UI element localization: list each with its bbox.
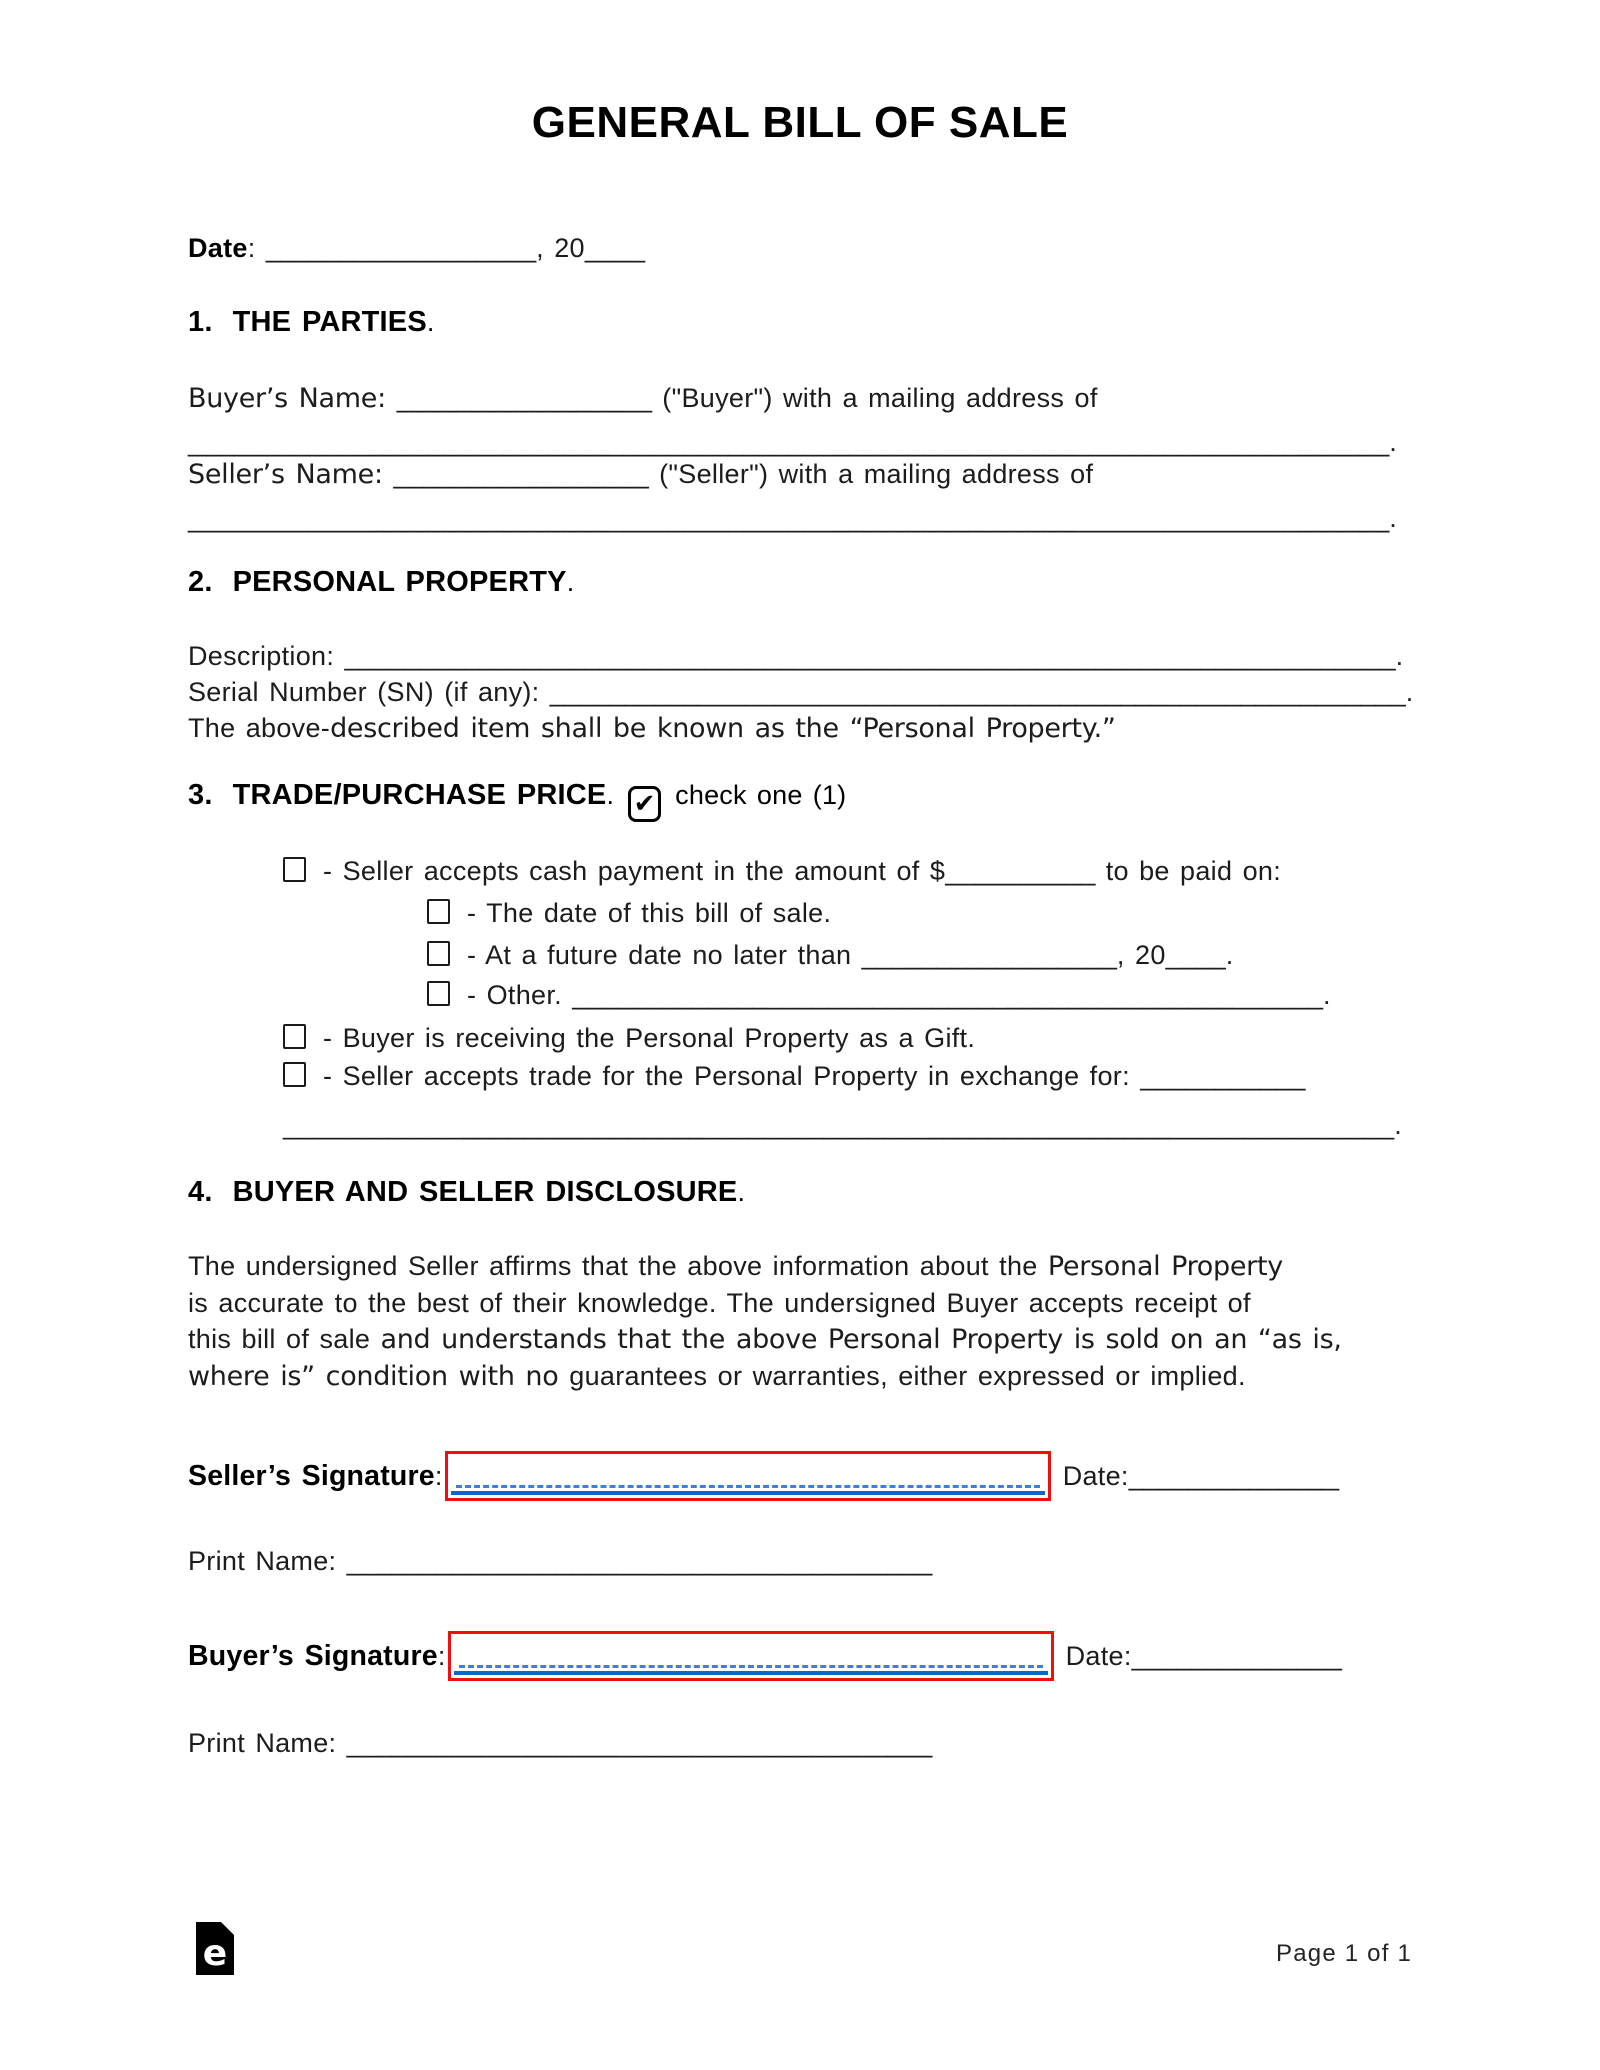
section-4-heading — [188, 1176, 745, 1209]
buyer-print-name-line — [188, 1728, 932, 1759]
signature-solid-line — [451, 1491, 1045, 1495]
seller-signature-field[interactable] — [445, 1451, 1051, 1501]
date-mid: , 20 — [536, 233, 585, 263]
cash-text: - Seller accepts cash payment in the amount of $ — [323, 856, 946, 886]
checkbox-trade-row — [283, 1061, 1305, 1092]
buyer-name-rest: ("Buyer") with a mailing address of — [651, 383, 1098, 413]
seller-address-blank: ________________________________________________________________________________. — [188, 503, 1397, 533]
section-title: THE PARTIES — [232, 306, 427, 338]
print-name-blank: _______________________________________ — [346, 1546, 933, 1576]
seller-signature-label: Seller’s Signature — [188, 1459, 435, 1492]
checkbox-date-of-sale-row — [427, 898, 831, 929]
buyer-name-label: Buyer’s Name: — [188, 383, 397, 414]
seller-name-line — [188, 459, 1093, 490]
disclosure-text: is accurate to the best of their knowledge. The undersigned Buyer accepts receipt of — [188, 1288, 1251, 1318]
date-line — [188, 233, 645, 264]
disclosure-line-4 — [188, 1358, 1342, 1395]
future-date-blank: _________________ — [861, 940, 1117, 970]
future-date-text: - At a future date no later than — [467, 940, 862, 970]
future-date-year-blank: ____ — [1165, 940, 1226, 970]
buyer-signature-row — [188, 1630, 1342, 1682]
date-colon: : — [247, 233, 266, 263]
logo-letter: e — [202, 1933, 228, 1974]
buyer-signature-field[interactable] — [448, 1631, 1054, 1681]
section-title: TRADE/PURCHASE PRICE — [232, 779, 607, 811]
checkbox-future-date-row — [427, 940, 1234, 971]
signature-dashed-line — [459, 1665, 1043, 1668]
buyer-signature-colon: : — [437, 1640, 446, 1671]
section-1-heading — [188, 306, 435, 339]
section-3-heading — [188, 779, 846, 822]
disclosure-text: guarantees or warranties, either expressed or implied. — [569, 1361, 1246, 1391]
trade-continuation-line — [283, 1110, 1402, 1141]
checkbox-icon[interactable] — [283, 857, 306, 882]
signature-solid-line — [454, 1671, 1048, 1675]
checkmark-glyph: ✔ — [633, 789, 656, 819]
trade-continuation-blank: __________________________________________________________________________. — [283, 1110, 1402, 1140]
seller-name-label: Seller’s Name: — [188, 459, 394, 490]
buyer-name-blank: _________________ — [396, 383, 652, 413]
buyer-signature-label: Buyer’s Signature — [188, 1639, 438, 1672]
section-number: 3. — [188, 779, 213, 811]
checkbox-icon[interactable] — [283, 1062, 306, 1087]
section-2-heading — [188, 566, 574, 599]
section-period: . — [426, 307, 435, 337]
buyer-date-blank: ______________ — [1131, 1640, 1342, 1671]
checkbox-icon[interactable] — [427, 941, 450, 966]
checkbox-icon[interactable] — [283, 1024, 306, 1049]
known-as-part2: described item shall be known as the “Personal Property.” — [330, 713, 1116, 744]
cash-amount-blank: __________ — [945, 856, 1096, 886]
date-year-blank: ____ — [584, 233, 645, 263]
known-as-part1: The above- — [188, 713, 331, 743]
future-date-mid: , 20 — [1116, 940, 1166, 970]
disclosure-line-1 — [188, 1248, 1342, 1285]
disclosure-text: The undersigned Seller affirms that the above information about the — [188, 1251, 1048, 1281]
page-title: GENERAL BILL OF SALE — [531, 98, 1069, 147]
disclosure-text-alt: where is” condition with no — [188, 1361, 570, 1392]
seller-address-blank-line — [188, 503, 1397, 534]
section-number: 2. — [188, 566, 213, 598]
seller-name-blank: _________________ — [393, 459, 649, 489]
disclosure-text-alt: and understands that the above Personal Property is sold on an “as is, — [380, 1324, 1342, 1355]
description-blank: ______________________________________________________________________. — [344, 641, 1404, 671]
future-date-period: . — [1225, 940, 1234, 970]
print-name-blank: _______________________________________ — [346, 1728, 933, 1758]
buyer-address-blank-line — [188, 427, 1397, 458]
section-title: PERSONAL PROPERTY — [232, 566, 567, 598]
trade-text: - Seller accepts trade for the Personal Property in exchange for: — [323, 1061, 1141, 1091]
section-number: 1. — [188, 306, 213, 338]
date-label: Date — [188, 233, 248, 263]
disclosure-line-3 — [188, 1321, 1342, 1358]
serial-number-line — [188, 677, 1413, 708]
trade-blank: ___________ — [1140, 1061, 1306, 1091]
section-period: . — [737, 1177, 746, 1207]
cash-tail: to be paid on: — [1095, 856, 1282, 886]
serial-blank: _________________________________________________________. — [549, 677, 1414, 707]
checked-checkbox-icon — [628, 786, 661, 822]
disclosure-text: this bill of sale — [188, 1324, 381, 1354]
date-blank: __________________ — [265, 233, 537, 263]
disclosure-line-2 — [188, 1285, 1342, 1321]
section-period: . — [606, 780, 615, 810]
checkbox-cash-row — [283, 856, 1281, 887]
date-of-sale-text: - The date of this bill of sale. — [467, 898, 832, 928]
seller-signature-colon: : — [434, 1460, 443, 1491]
print-name-label: Print Name: — [188, 1728, 347, 1758]
gift-text: - Buyer is receiving the Personal Property as a Gift. — [323, 1023, 976, 1053]
buyer-name-line — [188, 383, 1098, 414]
other-blank: __________________________________________________. — [572, 980, 1331, 1010]
other-text: - Other. — [467, 980, 573, 1010]
description-label: Description: — [188, 641, 345, 671]
checkbox-gift-row — [283, 1023, 975, 1054]
checkbox-other-row — [427, 980, 1331, 1011]
disclosure-paragraph — [188, 1248, 1342, 1395]
section-title: BUYER AND SELLER DISCLOSURE — [232, 1176, 738, 1208]
buyer-address-blank: ________________________________________________________________________________. — [188, 427, 1397, 457]
serial-label: Serial Number (SN) (if any): — [188, 677, 550, 707]
eforms-logo-icon — [196, 1922, 234, 1975]
seller-print-name-line — [188, 1546, 932, 1577]
known-as-line — [188, 713, 1116, 744]
description-line — [188, 641, 1403, 672]
page-number: Page 1 of 1 — [1276, 1940, 1412, 1967]
section-number: 4. — [188, 1176, 213, 1208]
check-one-note: check one (1) — [675, 780, 847, 810]
seller-name-rest: ("Seller") with a mailing address of — [648, 459, 1094, 489]
buyer-date-label: Date: — [1065, 1640, 1132, 1671]
section-period: . — [566, 567, 575, 597]
checkbox-icon[interactable] — [427, 981, 450, 1006]
seller-date-label: Date: — [1062, 1460, 1129, 1491]
checkbox-icon[interactable] — [427, 899, 450, 924]
signature-dashed-line — [456, 1485, 1040, 1488]
disclosure-text-alt: Personal Property — [1047, 1251, 1283, 1282]
print-name-label: Print Name: — [188, 1546, 347, 1576]
seller-date-blank: ______________ — [1128, 1460, 1339, 1491]
seller-signature-row — [188, 1450, 1339, 1502]
